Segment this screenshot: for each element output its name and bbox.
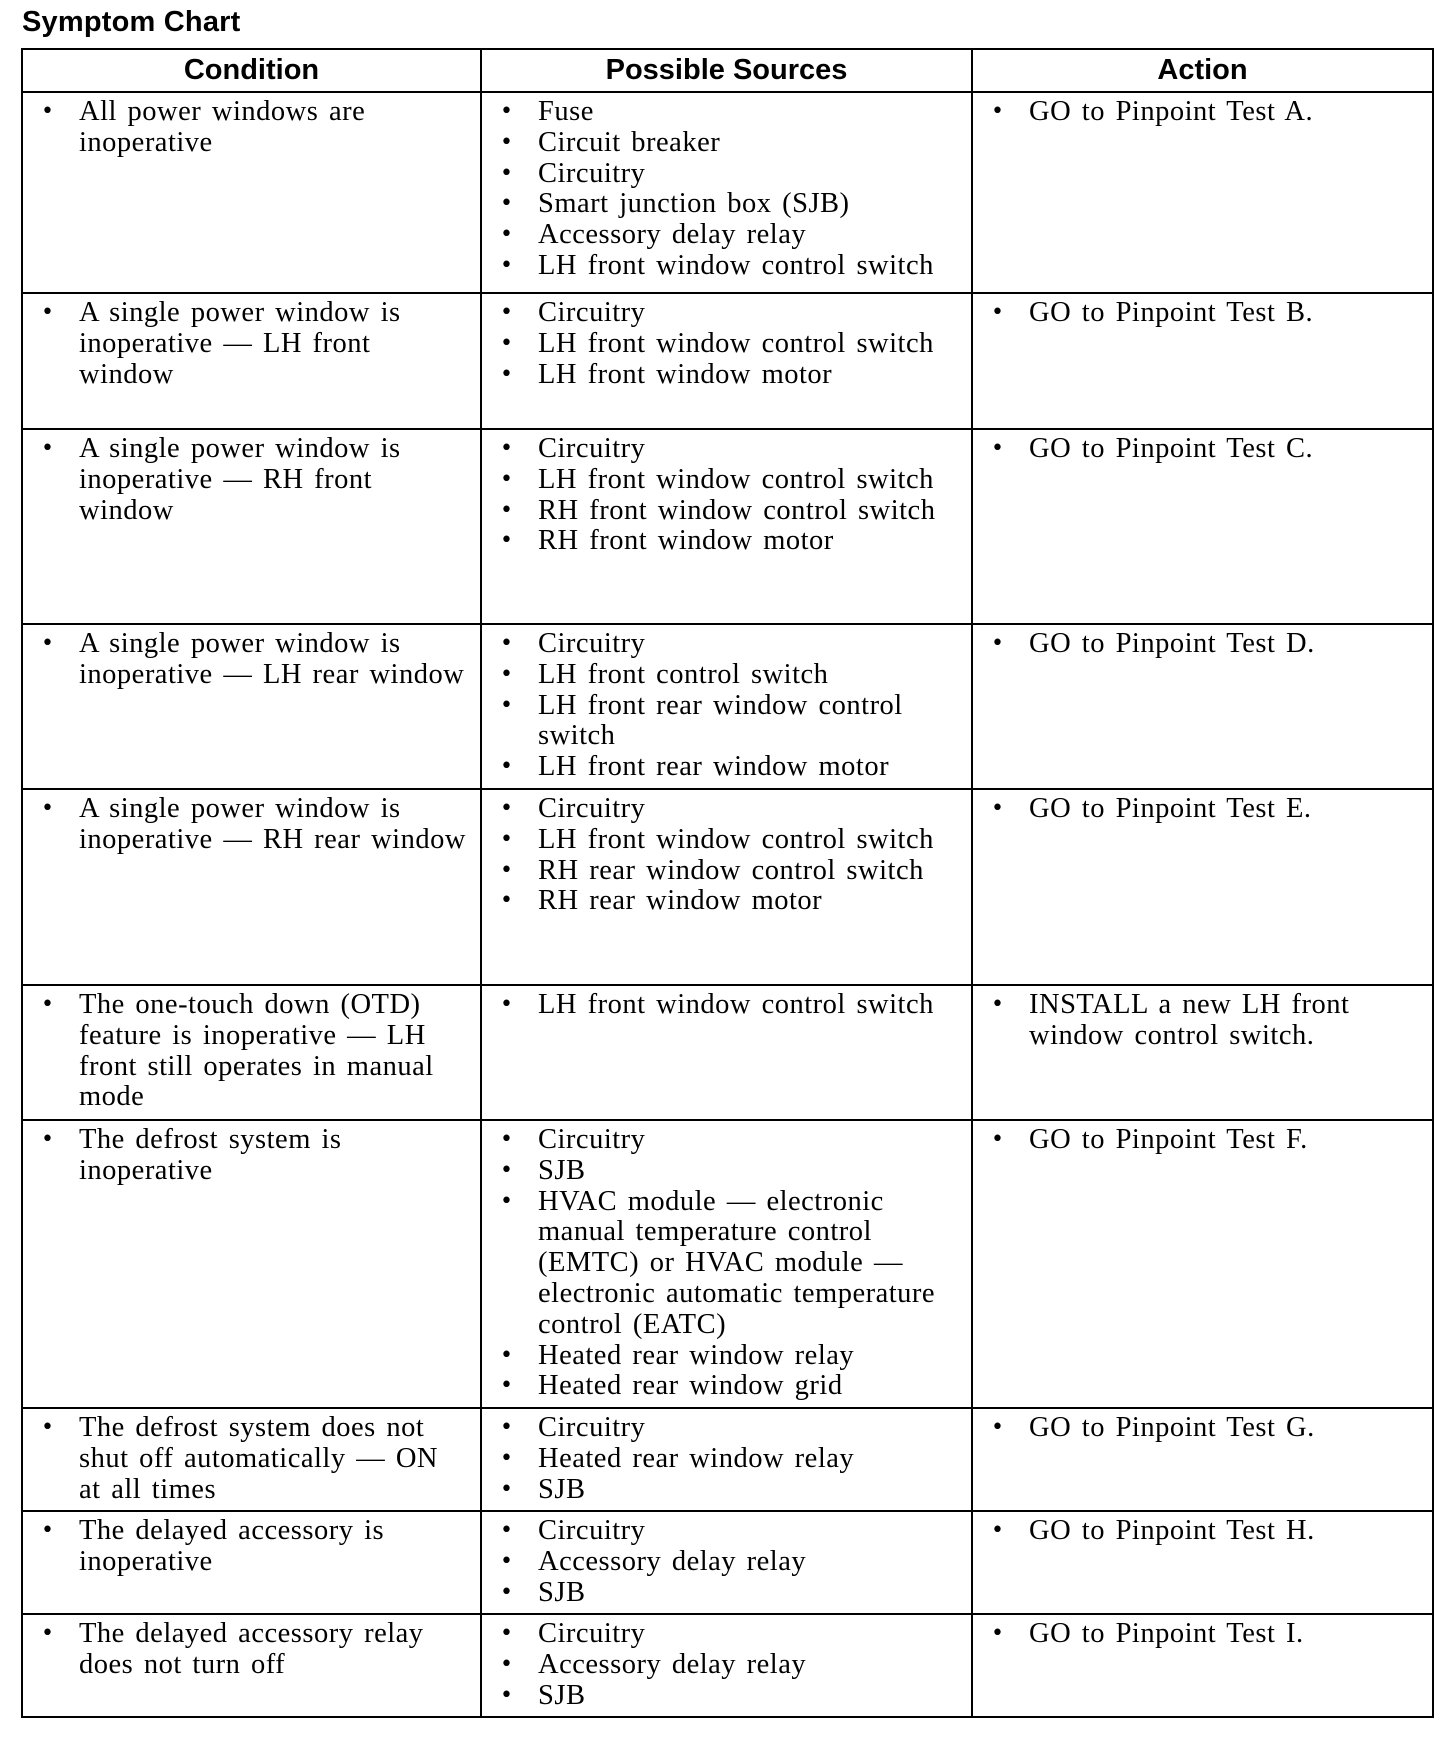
table-row: [22, 1408, 1433, 1511]
source-item: • LH front control switch: [500, 660, 961, 691]
symptom-table: [21, 48, 1434, 1718]
table-row: [22, 293, 1433, 429]
source-item: • Circuitry: [500, 1125, 961, 1156]
sources-cell: [481, 985, 972, 1120]
action-cell: [972, 1511, 1433, 1614]
action-text: • INSTALL a new LH front window control switch.: [991, 990, 1422, 1052]
action-cell: [972, 293, 1433, 429]
source-item: • LH front window control switch: [500, 990, 961, 1021]
source-item: • SJB: [500, 1681, 961, 1712]
source-item: • HVAC module — electronic manual temperature control (EMTC) or HVAC module — electronic automatic temperature control (EATC): [500, 1187, 961, 1341]
condition-cell: [22, 1511, 481, 1614]
condition-cell: [22, 624, 481, 789]
chart-title: Symptom Chart: [22, 6, 241, 38]
condition-cell: [22, 1408, 481, 1511]
source-item: • RH rear window control switch: [500, 856, 961, 887]
source-item: • LH front window motor: [500, 360, 961, 391]
action-cell: [972, 789, 1433, 985]
condition-cell: [22, 789, 481, 985]
source-item: • Circuitry: [500, 434, 961, 465]
action-text: • GO to Pinpoint Test F.: [991, 1125, 1422, 1156]
source-item: • Heated rear window relay: [500, 1341, 961, 1372]
condition-text: • All power windows are inoperative: [41, 97, 470, 159]
condition-text: • A single power window is inoperative — RH rear window: [41, 794, 470, 856]
source-item: • LH front window control switch: [500, 465, 961, 496]
source-item: • Circuitry: [500, 629, 961, 660]
condition-cell: [22, 1120, 481, 1408]
action-text: • GO to Pinpoint Test B.: [991, 298, 1422, 329]
action-cell: [972, 429, 1433, 624]
action-cell: [972, 1120, 1433, 1408]
sources-cell: [481, 1614, 972, 1717]
header-action: Action: [972, 49, 1433, 92]
sources-cell: [481, 293, 972, 429]
table-row: [22, 429, 1433, 624]
action-text: • GO to Pinpoint Test C.: [991, 434, 1422, 465]
source-item: • Heated rear window grid: [500, 1371, 961, 1402]
table-body: [22, 92, 1433, 1717]
action-cell: [972, 92, 1433, 293]
action-cell: [972, 1614, 1433, 1717]
source-item: • Circuitry: [500, 298, 961, 329]
source-item: • RH front window motor: [500, 526, 961, 557]
table-row: [22, 624, 1433, 789]
condition-text: • The one-touch down (OTD) feature is inoperative — LH front still operates in manual mode: [41, 990, 470, 1113]
sources-cell: [481, 1120, 972, 1408]
sources-cell: [481, 789, 972, 985]
condition-text: • A single power window is inoperative — LH rear window: [41, 629, 470, 691]
source-item: • LH front rear window motor: [500, 752, 961, 783]
source-item: • LH front window control switch: [500, 251, 961, 282]
condition-text: • The defrost system is inoperative: [41, 1125, 470, 1187]
source-item: • LH front window control switch: [500, 329, 961, 360]
action-cell: [972, 1408, 1433, 1511]
table-row: [22, 1511, 1433, 1614]
header-row: [22, 49, 1433, 92]
condition-text: • The delayed accessory relay does not turn off: [41, 1619, 470, 1681]
source-item: • Circuitry: [500, 1619, 961, 1650]
table-row: [22, 789, 1433, 985]
action-text: • GO to Pinpoint Test E.: [991, 794, 1422, 825]
source-item: • SJB: [500, 1578, 961, 1609]
action-cell: [972, 985, 1433, 1120]
condition-text: • A single power window is inoperative — LH front window: [41, 298, 470, 390]
condition-text: • The delayed accessory is inoperative: [41, 1516, 470, 1578]
action-text: • GO to Pinpoint Test G.: [991, 1413, 1422, 1444]
sources-cell: [481, 429, 972, 624]
action-text: • GO to Pinpoint Test H.: [991, 1516, 1422, 1547]
table-row: [22, 1120, 1433, 1408]
source-item: • Circuit breaker: [500, 128, 961, 159]
header-condition: Condition: [22, 49, 481, 92]
source-item: • SJB: [500, 1156, 961, 1187]
source-item: • Heated rear window relay: [500, 1444, 961, 1475]
sources-cell: [481, 92, 972, 293]
source-item: • Circuitry: [500, 1516, 961, 1547]
source-item: • Circuitry: [500, 1413, 961, 1444]
source-item: • LH front rear window control switch: [500, 691, 961, 753]
source-item: • SJB: [500, 1475, 961, 1506]
action-text: • GO to Pinpoint Test A.: [991, 97, 1422, 128]
sources-cell: [481, 1408, 972, 1511]
source-item: • Accessory delay relay: [500, 220, 961, 251]
action-text: • GO to Pinpoint Test D.: [991, 629, 1422, 660]
action-text: • GO to Pinpoint Test I.: [991, 1619, 1422, 1650]
source-item: • Circuitry: [500, 159, 961, 190]
condition-cell: [22, 92, 481, 293]
condition-cell: [22, 985, 481, 1120]
source-item: • Accessory delay relay: [500, 1650, 961, 1681]
header-possible-sources: Possible Sources: [481, 49, 972, 92]
condition-cell: [22, 293, 481, 429]
condition-text: • The defrost system does not shut off automatically — ON at all times: [41, 1413, 470, 1505]
source-item: • Fuse: [500, 97, 961, 128]
table-row: [22, 92, 1433, 293]
source-item: • Accessory delay relay: [500, 1547, 961, 1578]
source-item: • RH front window control switch: [500, 496, 961, 527]
source-item: • LH front window control switch: [500, 825, 961, 856]
condition-cell: [22, 429, 481, 624]
condition-cell: [22, 1614, 481, 1717]
source-item: • Circuitry: [500, 794, 961, 825]
action-cell: [972, 624, 1433, 789]
condition-text: • A single power window is inoperative — RH front window: [41, 434, 470, 526]
source-item: • Smart junction box (SJB): [500, 189, 961, 220]
table-row: [22, 1614, 1433, 1717]
sources-cell: [481, 624, 972, 789]
table-row: [22, 985, 1433, 1120]
sources-cell: [481, 1511, 972, 1614]
source-item: • RH rear window motor: [500, 886, 961, 917]
